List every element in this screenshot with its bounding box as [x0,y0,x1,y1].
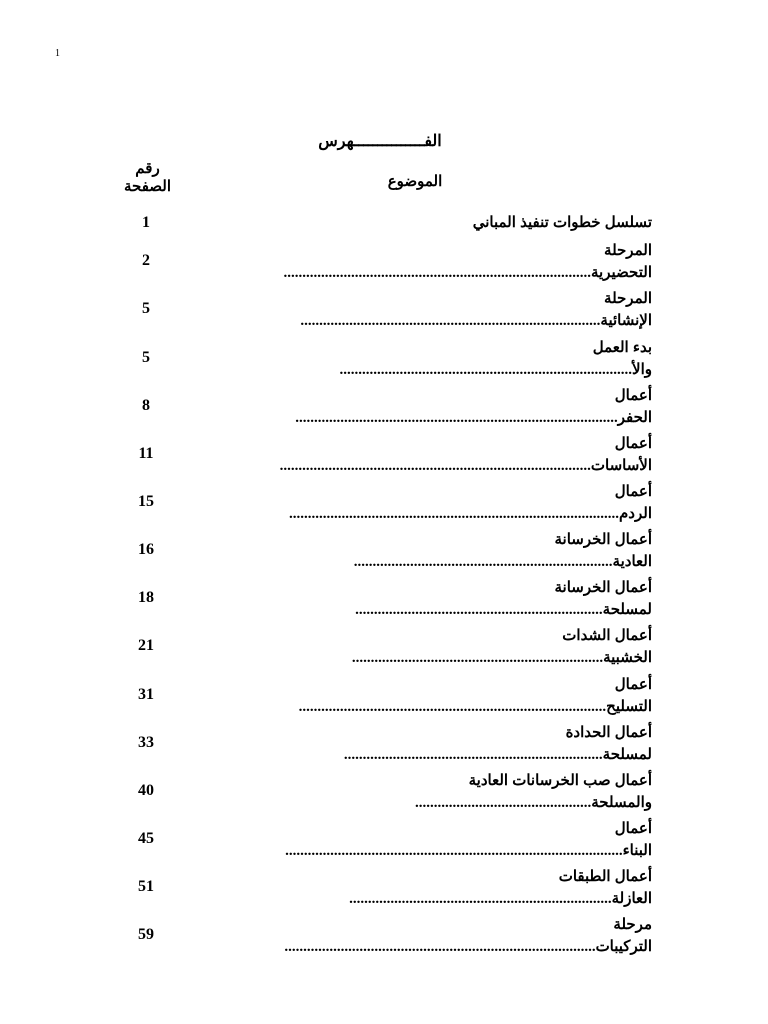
toc-entry-title-line2 [415,792,652,814]
page-number: 1 [55,48,60,59]
toc-entry-page: 51 [138,878,154,895]
toc-entry-page: 45 [138,830,154,847]
toc-entry-page: 11 [138,445,154,462]
toc-entry [142,212,652,236]
column-header-page-line1: رقم [135,160,160,177]
toc-entry-title-line1: أعمال [614,820,652,837]
toc-entry-leader-dots: ........................................................................................ [289,506,620,522]
toc-entry-page: 18 [138,589,154,606]
toc-entry-leader-dots: ................................................................................ [300,313,601,329]
toc-entry-title-line1: أعمال صب الخرسانات العادية [468,772,652,789]
toc-entry [138,866,652,912]
toc-entry-leader-dots: ................................................................... [351,650,604,666]
column-header-page-line2: الصفحة [123,178,172,195]
toc-entry-title-line2-text: الردم [619,505,652,522]
toc-entry-title-line2 [295,407,652,429]
toc-entry-title-line2 [299,696,652,718]
toc-entry-title-line1: أعمال الشدات [562,627,652,644]
toc-entry-title-line1: أعمال [614,483,652,500]
toc-entry-title-line1: أعمال الطبقات [558,868,652,885]
toc-entry-page: 40 [138,782,154,799]
toc-entry-title-line1: أعمال الخرسانة [554,579,652,596]
toc-entry-title-line2 [344,744,652,766]
toc-entry-leader-dots: ...................................................................................... [295,410,618,426]
toc-entry-leader-dots: .................................................................. [355,602,603,618]
toc-entry-title-line1: أعمال الحدادة [565,724,652,741]
toc-entry-title-line2 [300,310,652,332]
toc-entry [138,433,652,479]
toc-entry [138,577,652,623]
toc-entry-title-line1: المرحلة [604,242,652,259]
toc-entry-title-line2-text: العازلة [611,890,652,907]
toc-entry-title-line2 [284,262,652,284]
toc-entry [142,385,652,431]
column-header-topic: الموضوع [387,173,443,190]
toc-entry-title-line1: مرحلة [613,916,652,933]
toc-entry-title-line2-text: الإنشائية [600,312,652,329]
toc-entry-leader-dots: ...................................................................... [349,891,612,907]
toc-entry-leader-dots: .......................................................................................... [285,843,623,859]
toc-entry-title-line2 [284,936,652,958]
toc-entry-title-line1: أعمال [614,676,652,693]
toc-entry-title-line2-text: لمسلحة [602,601,652,618]
toc-entry [138,625,652,671]
toc-entry-leader-dots: ................................................................................... [284,939,596,955]
toc-entry-page: 16 [138,541,154,558]
toc-entry-title-line2-text: لمسلحة [602,746,652,763]
toc-entry-title-line2 [289,503,652,525]
toc-entry-page: 5 [142,300,150,317]
toc-entry-title-line2 [349,888,652,910]
toc-entry-title-line2-text: التحضيرية [591,264,652,281]
toc-entry-title-line2 [340,359,652,381]
toc-entry-leader-dots: ..................................................................... [353,554,613,570]
toc-entry-title-line2-text: الخشبية [603,649,652,666]
toc-entry-title-line2-text: العادية [612,553,652,570]
toc-entry-page: 21 [138,637,154,654]
toc-entry-title-line2-text: والمسلحة [591,794,652,811]
toc-entry-title-line2-text: الأساسات [590,457,652,474]
toc-entry [138,770,652,816]
toc-entry-title-line2-text: التركيبات [595,938,652,955]
toc-entry [138,481,652,527]
toc-entry [138,529,652,575]
toc-entry-leader-dots: .............................................................................. [339,362,633,378]
toc-entry-title-line2 [280,455,652,477]
toc-entry-title-line2 [352,647,652,669]
toc-entry-title-line1: أعمال [614,435,652,452]
toc-entry-title-line1: بدء العمل [592,339,652,356]
toc-entry [142,288,652,334]
toc-entry-title-line1: أعمال [614,387,652,404]
toc-entry-leader-dots: ............................................... [415,795,592,811]
toc-entry [138,674,652,720]
toc-entry-leader-dots: ..................................................................... [343,747,603,763]
toc-entry [138,818,652,864]
toc-entry-title: تسلسل خطوات تنفيذ المباني [472,214,652,231]
toc-entry-title-line2-text: البناء [622,842,652,859]
toc-entry-title-line2-text: التسليح [606,698,652,715]
toc-entry-page: 31 [138,686,154,703]
toc-entry-title-line2-text: والأ [632,361,652,378]
toc-entry-page: 15 [138,493,154,510]
column-header-page [100,160,195,196]
toc-entry-leader-dots: .................................................................................. [298,699,607,715]
toc-entry-title-line2 [285,840,652,862]
toc-entry-leader-dots: ................................................................................... [279,458,591,474]
toc-entry-page: 8 [142,397,150,414]
toc-title: الفـــــــــــــــهرس [318,133,442,150]
toc-entry-title-line2 [354,551,652,573]
toc-entry-title-line2-text: الحفر [617,409,652,426]
toc-entry-page: 5 [142,349,150,366]
toc-entry [138,914,652,960]
toc-entry-page: 1 [142,214,150,231]
toc-entry [142,240,652,286]
toc-entry-title-line2 [355,599,652,621]
toc-entry-title-line1: المرحلة [604,290,652,307]
toc-entry-page: 2 [142,252,150,269]
toc-entry-leader-dots: .................................................................................. [283,265,592,281]
toc-entry-page: 59 [138,926,154,943]
toc-entry-page: 33 [138,734,154,751]
toc-entry [142,337,652,383]
toc-entry [138,722,652,768]
toc-entry-title-line1: أعمال الخرسانة [554,531,652,548]
